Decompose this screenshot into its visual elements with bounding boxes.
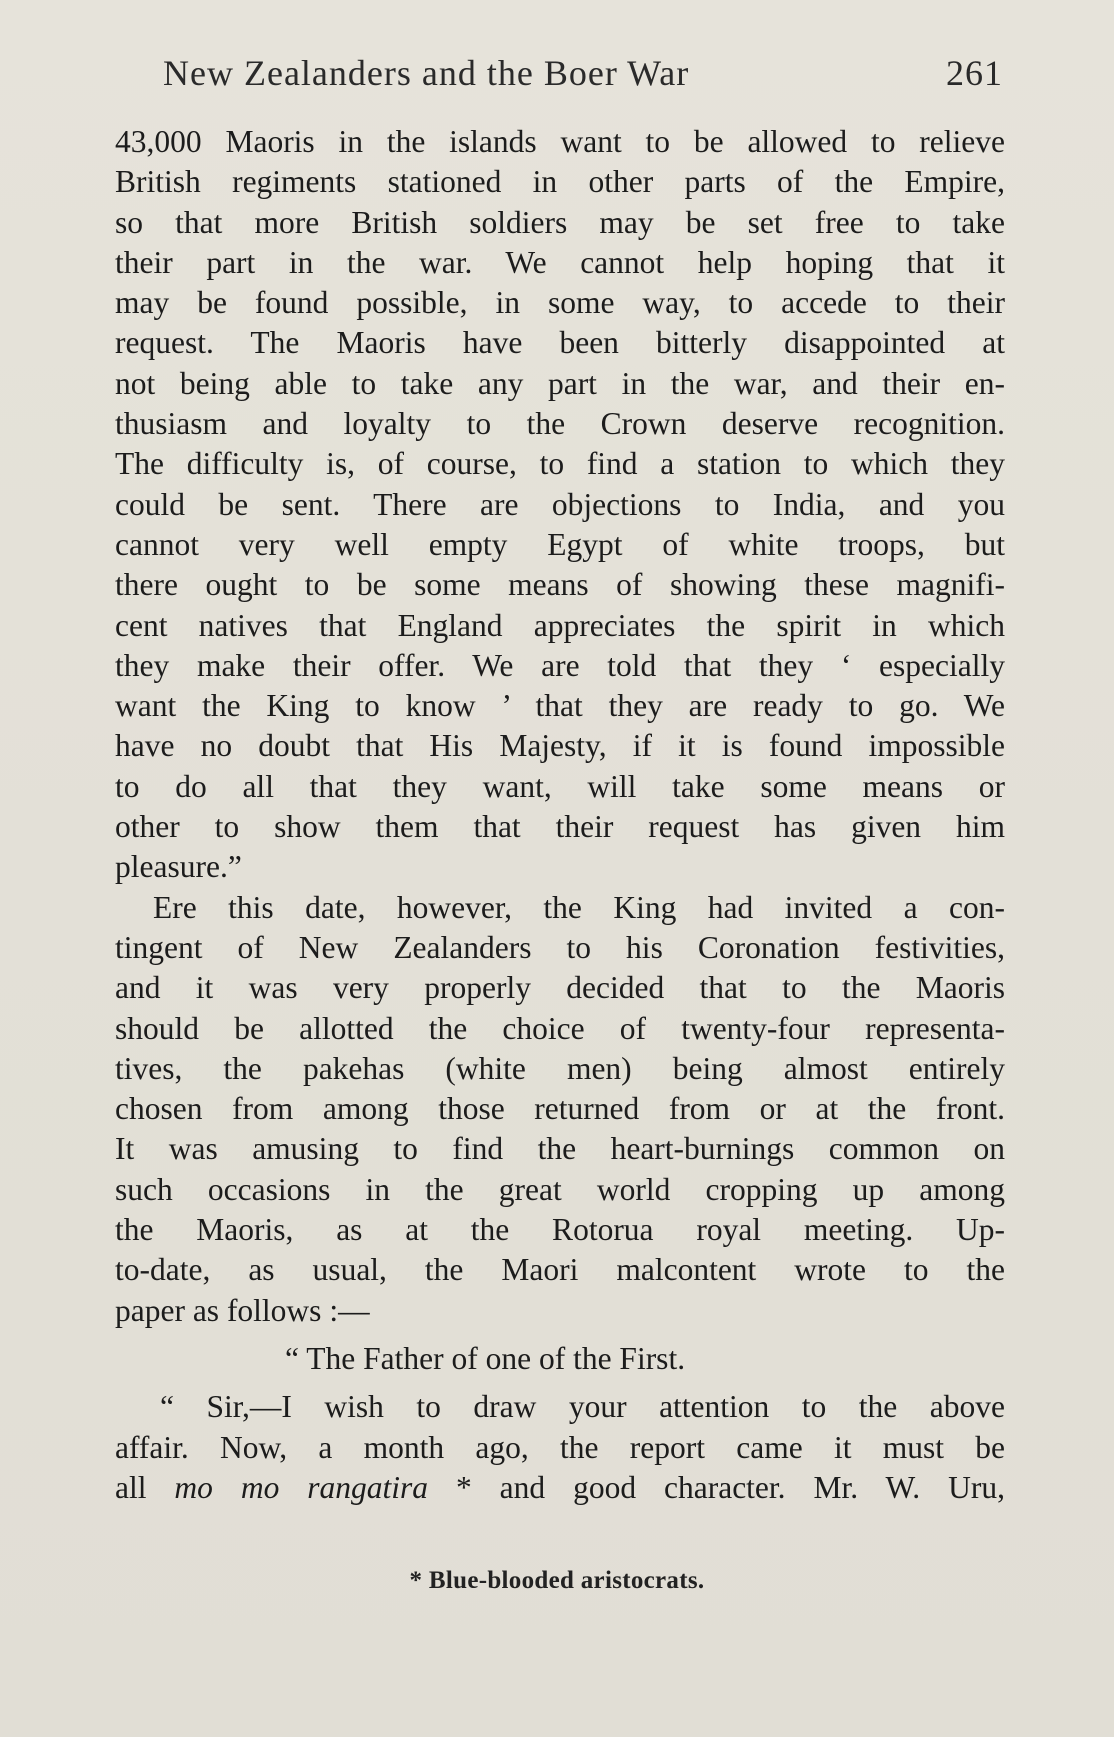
text-line — [115, 1468, 1005, 1508]
text-line: there ought to be some means of showing these magnifi- — [115, 567, 1005, 603]
text-line: request. The Maoris have been bitterly disappointed at — [115, 325, 1005, 361]
text-line: other to show them that their request has given him — [115, 809, 1005, 845]
quoted-letter-line: “ Sir,—I wish to draw your attention to the above — [160, 1389, 1005, 1425]
text-line: may be found possible, in some way, to accede to their — [115, 285, 1005, 321]
text-segment: * and good character. Mr. W. Uru, — [428, 1469, 1005, 1505]
paragraph-start-line: Ere this date, however, the King had invited a con- — [153, 889, 1005, 925]
text-line: could be sent. There are objections to India, and you — [115, 486, 1005, 522]
text-line: cent natives that England appreciates the spirit in which — [115, 607, 1005, 643]
footnote: * Blue-blooded aristocrats. — [409, 1567, 705, 1594]
text-line: should be allotted the choice of twenty-four representa- — [115, 1010, 1005, 1046]
text-line: to-date, as usual, the Maori malcontent wrote to the — [115, 1252, 1005, 1288]
text-line: so that more British soldiers may be set free to take — [115, 204, 1005, 240]
text-line: cannot very well empty Egypt of white troops, but — [115, 526, 1005, 562]
text-line: thusiasm and loyalty to the Crown deserve recognition. — [115, 406, 1005, 442]
running-title: New Zealanders and the Boer War — [163, 53, 690, 93]
text-line: tives, the pakehas (white men) being almost entirely — [115, 1050, 1005, 1086]
text-line: pleasure.” — [115, 849, 242, 885]
text-line: want the King to know ’ that they are ready to go. We — [115, 688, 1005, 724]
text-line: British regiments stationed in other parts of the Empire, — [115, 164, 1005, 200]
body-text — [115, 122, 1005, 1508]
text-line: such occasions in the great world cropping up among — [115, 1171, 1005, 1207]
text-line: tingent of New Zealanders to his Coronation festivities, — [115, 929, 1005, 965]
text-line: have no doubt that His Majesty, if it is found impossible — [115, 728, 1005, 764]
italic-phrase: mo mo rangatira — [174, 1469, 429, 1505]
page-number: 261 — [946, 53, 1003, 93]
text-line: to do all that they want, will take some means or — [115, 768, 1005, 804]
text-line: 43,000 Maoris in the islands want to be allowed to relieve — [115, 124, 1005, 159]
text-line: not being able to take any part in the war, and their en- — [115, 365, 1005, 401]
text-line: The difficulty is, of course, to find a station to which they — [115, 446, 1005, 482]
text-line: affair. Now, a month ago, the report came it must be — [115, 1429, 1005, 1465]
text-line: and it was very properly decided that to the Maoris — [115, 970, 1005, 1006]
text-line: chosen from among those returned from or at the front. — [115, 1091, 1005, 1127]
text-segment: all — [115, 1469, 175, 1505]
text-line: the Maoris, as at the Rotorua royal meeting. Up- — [115, 1212, 1005, 1248]
text-line: they make their offer. We are told that they ‘ especially — [115, 647, 1005, 683]
text-line: It was amusing to find the heart-burnings common on — [115, 1131, 1005, 1167]
quoted-heading: “ The Father of one of the First. — [285, 1340, 686, 1376]
text-line: their part in the war. We cannot help hoping that it — [115, 244, 1005, 280]
running-header — [163, 52, 1003, 102]
text-line: paper as follows :— — [115, 1292, 370, 1328]
